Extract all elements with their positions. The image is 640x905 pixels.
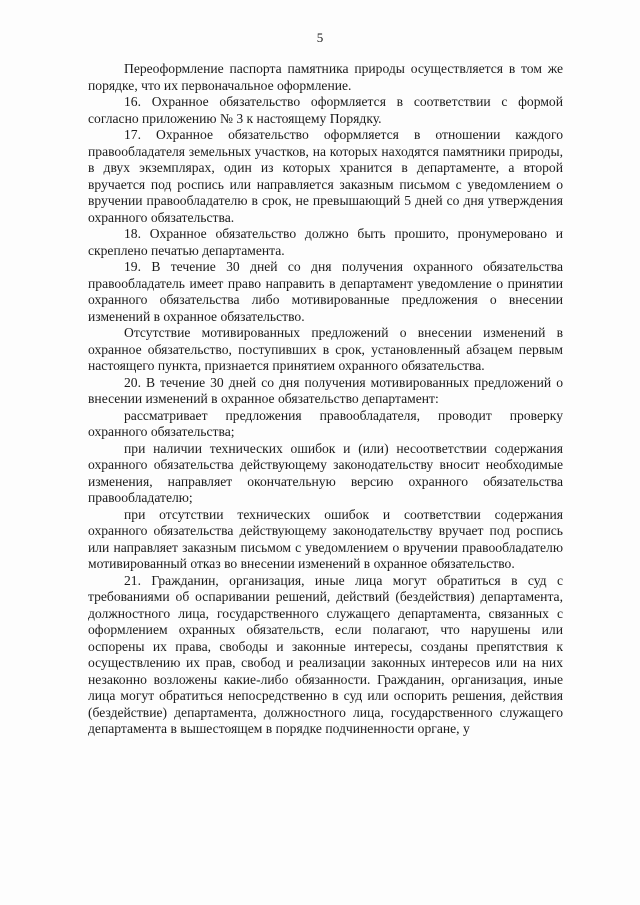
paragraph-19: 19. В течение 30 дней со дня получения охранного обязательства правообладатель имеет право направить в департамент уведомление о принятии охранного обязательства либо мотивированные предложения о внесении изменений в охранное обязательство. — [88, 259, 563, 324]
document-body — [88, 61, 563, 738]
paragraph-passport-reissue: Переоформление паспорта памятника природы осуществляется в том же порядке, что их первоначальное оформление. — [88, 61, 563, 93]
paragraph-18: 18. Охранное обязательство должно быть прошито, пронумеровано и скреплено печатью департамента. — [88, 226, 563, 258]
paragraph-20-errors: при наличии технических ошибок и (или) несоответствии содержания охранного обязательства действующему законодательству вносит необходимые изменения, направляет окончательную версию охранного обязательства правообладателю; — [88, 440, 563, 505]
page-number: 5 — [316, 30, 324, 45]
paragraph-20-refusal: при отсутствии технических ошибок и соответствии содержания охранного обязательства действующему законодательству вручает под роспись или направляет заказным письмом с уведомлением о вручении правообладателю мотивированный отказ во внесении изменений в охранное обязательство. — [88, 506, 563, 571]
paragraph-16: 16. Охранное обязательство оформляется в соответствии с формой согласно приложению № 3 к настоящему Порядку. — [88, 94, 563, 126]
paragraph-19-absence: Отсутствие мотивированных предложений о внесении изменений в охранное обязательство, поступивших в срок, установленный абзацем первым настоящего пункта, признается принятием охранного обязательства. — [88, 325, 563, 373]
paragraph-17: 17. Охранное обязательство оформляется в отношении каждого правообладателя земельных участков, на которых находятся памятники природы, в двух экземплярах, один из которых хранится в департаменте, а второй вручается под роспись или направляется заказным письмом с уведомлением о вручении правообладателю в срок, не превышающий 5 дней со дня утверждения охранного обязательства. — [88, 127, 563, 225]
paragraph-20-review: рассматривает предложения правообладателя, проводит проверку охранного обязательства; — [88, 407, 563, 439]
paragraph-20: 20. В течение 30 дней со дня получения мотивированных предложений о внесении изменений в охранное обязательство департамент: — [88, 374, 563, 406]
paragraph-21: 21. Гражданин, организация, иные лица могут обратиться в суд с требованиями об оспаривании решений, действий (бездействия) департамента, должностного лица, государственного служащего департамента, связанных с оформлением охранных обязательств, если полагают, что нарушены или оспорены их права, свободы и законные интересы, созданы препятствия к осуществлению их прав, свобод и реализации законных интересов или на них незаконно возложены какие-либо обязанности. Гражданин, организация, иные лица могут обратиться непосредственно в суд или оспорить решения, действия (бездействие) департамента, должностного лица, государственного служащего департамента в вышестоящем в порядке подчиненности органе, у — [88, 572, 563, 736]
